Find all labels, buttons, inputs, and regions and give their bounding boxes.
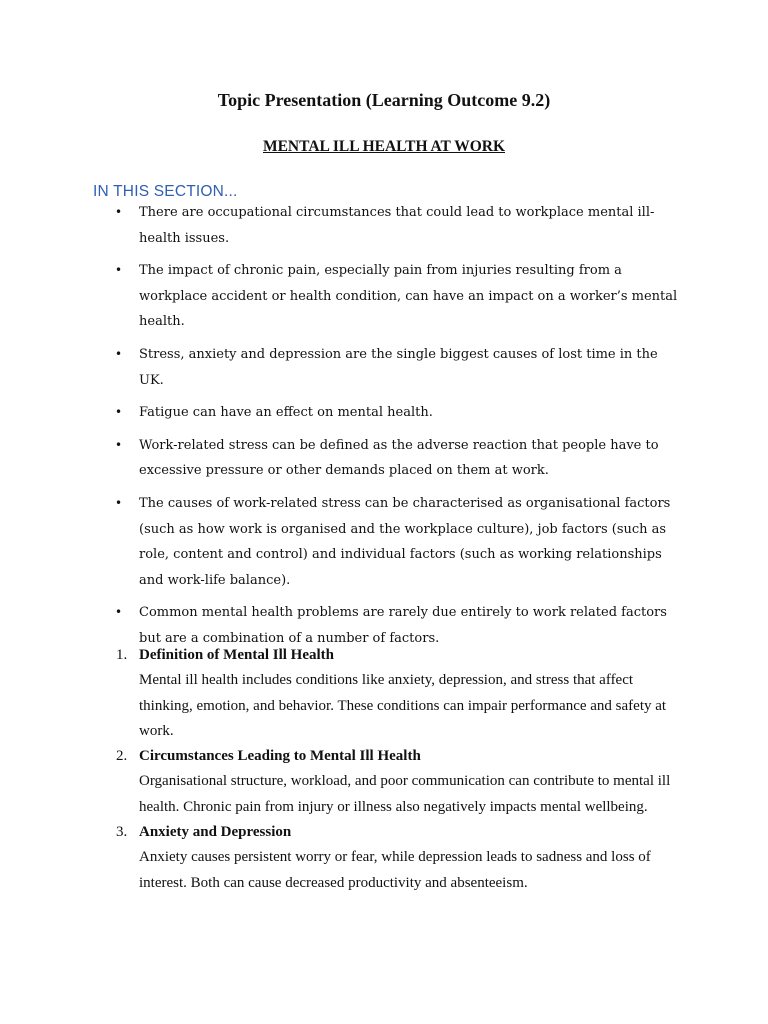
item-number: 1. <box>116 647 128 663</box>
document-title: Topic Presentation (Learning Outcome 9.2) <box>217 90 551 110</box>
bullet-text: Stress, anxiety and depression are the single biggest causes of lost time in the UK. <box>139 346 658 388</box>
item-number: 2. <box>116 748 128 765</box>
bullet-marker: • <box>115 495 123 510</box>
bullet-marker: • <box>115 346 123 361</box>
document-subtitle: MENTAL ILL HEALTH AT WORK <box>262 138 506 155</box>
item-number: 3. <box>116 824 128 841</box>
item-body: Mental ill health includes conditions like anxiety, depression, and stress that affect thinking, emotion, and behavior. These conditions can impair performance and safety at work. <box>139 672 667 739</box>
bullet-marker: • <box>115 437 123 452</box>
bullet-item <box>0 400 768 426</box>
bullet-item <box>0 342 768 393</box>
bullet-list <box>0 200 768 659</box>
item-body: Anxiety causes persistent worry or fear, while depression leads to sadness and loss of interest. Both can cause decreased productivity and absenteeism. <box>139 849 651 891</box>
item-body: Organisational structure, workload, and poor communication can contribute to mental ill health. Chronic pain from injury or illness also negatively impacts mental wellbeing. <box>139 773 671 815</box>
bullet-text: Common mental health problems are rarely due entirely to work related factors but are a combination of a number of factors. <box>139 605 667 646</box>
bullet-marker: • <box>115 263 123 278</box>
bullet-text: The causes of work-related stress can be characterised as organisational factors (such as how work is organised and the workplace culture), job factors (such as role, content and control) and individual factors (such as working relationships and work-life balance). <box>139 495 671 588</box>
bullet-marker: • <box>115 205 123 219</box>
bullet-text: Work-related stress can be defined as the adverse reaction that people have to excessive pressure or other demands placed on them at work. <box>139 437 659 479</box>
item-title: Definition of Mental Ill Health <box>139 647 334 663</box>
item-title: Anxiety and Depression <box>139 824 292 841</box>
numbered-item <box>0 820 768 896</box>
bullet-marker: • <box>115 405 123 420</box>
numbered-item <box>0 744 768 820</box>
bullet-item <box>0 491 768 593</box>
bullet-item <box>0 200 768 251</box>
bullet-text: The impact of chronic pain, especially pain from injuries resulting from a workplace accident or health condition, can have an impact on a worker’s mental health. <box>139 263 678 330</box>
numbered-item <box>0 643 768 744</box>
numbered-list <box>0 643 768 896</box>
bullet-text: There are occupational circumstances that could lead to workplace mental ill-health issues. <box>139 205 655 246</box>
bullet-text: Fatigue can have an effect on mental health. <box>139 405 433 421</box>
section-heading: IN THIS SECTION... <box>93 183 238 200</box>
item-title: Circumstances Leading to Mental Ill Health <box>139 748 421 765</box>
bullet-item <box>0 258 768 335</box>
bullet-item <box>0 433 768 484</box>
bullet-marker: • <box>115 605 123 620</box>
